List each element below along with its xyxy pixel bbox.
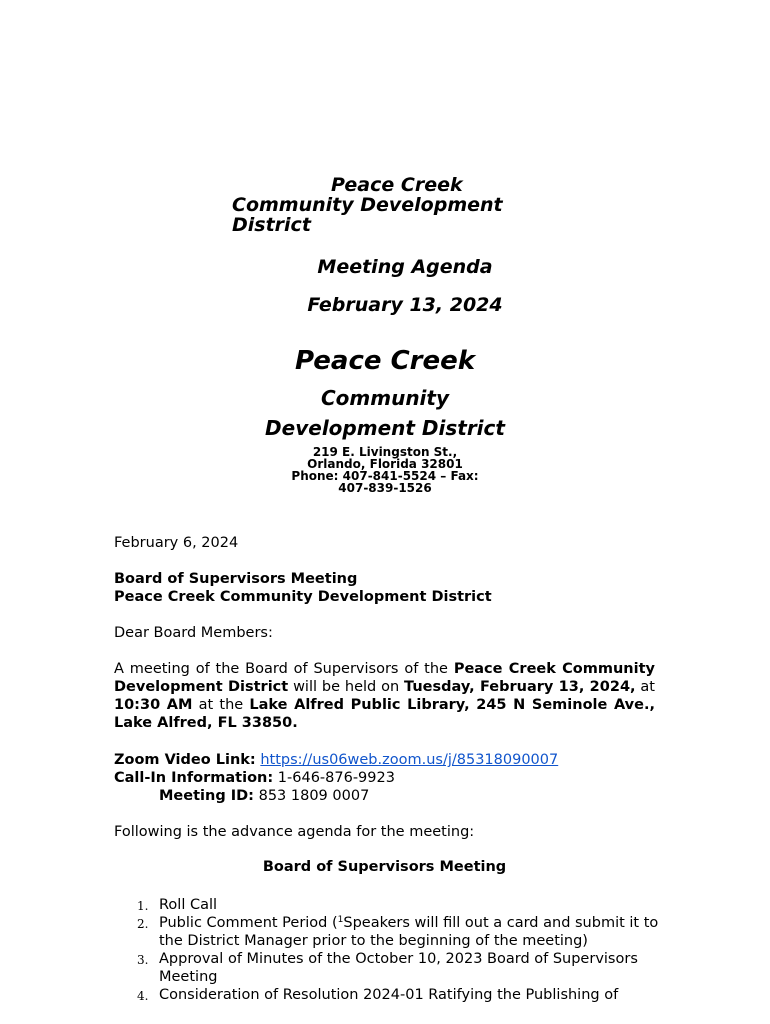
p1-time: 10:30 AM [114,697,193,713]
address-line3: Phone: 407-841-5524 – Fax: [291,469,479,483]
agenda-item-text: Speakers will fill out a card and submit it to the District Manager prior to the beginning of the meeting) [159,915,659,949]
p1-location: Lake Alfred Public Library, 245 N Seminole Ave., Lake Alfred, FL 33850. [114,697,655,731]
agenda-intro: Following is the advance agenda for the meeting: [114,824,475,840]
agenda-item-text: Approval of Minutes of the October 10, 2023 Board of Supervisors Meeting [159,951,638,985]
agenda-item-pretext: Public Comment Period ( [159,915,338,931]
call-info [114,751,655,805]
meeting-id-line [114,787,655,805]
salutation: Dear Board Members: [114,625,273,641]
cover-title-line3: District [232,214,311,236]
zoom-line [114,751,655,769]
agenda-item-text: Roll Call [159,897,218,913]
agenda-item-number: 1. [137,899,149,913]
agenda-item-number: 3. [137,953,149,967]
letterhead-name-line2: Community [320,386,450,410]
callin-label: Call-In Information: [114,770,274,786]
zoom-label: Zoom Video Link: [114,752,256,768]
cover-title [232,175,532,235]
cover-title-line2: Community Development [232,194,503,216]
callin-value: 1-646-876-9923 [277,770,395,786]
p1-text-4: at the [192,697,250,713]
callin-line [114,769,655,787]
address-line2: Orlando, Florida 32801 [307,457,463,471]
agenda-item-number: 2. [137,917,149,931]
p1-text-3: at [635,679,655,695]
address-line1: 219 E. Livingston St., [312,445,458,459]
agenda-item [114,986,664,1004]
meeting-paragraph [114,660,655,732]
p1-date: Tuesday, February 13, 2024, [404,679,636,695]
meeting-id-value: 853 1809 0007 [258,788,370,804]
p1-district: Peace Creek Community Development District [114,661,655,695]
cover-subtitle: Meeting Agenda [317,256,493,278]
agenda-item-text: Consideration of Resolution 2024-01 Ratifying the Publishing of [159,987,619,1003]
letterhead-address [0,446,770,494]
meeting-id-label: Meeting ID: [159,788,254,804]
agenda-item [114,950,664,986]
agenda-item-number: 4. [137,989,149,1003]
agenda-heading: Board of Supervisors Meeting [262,859,507,875]
letterhead-name-line3: Development District [265,416,505,440]
address-line4: 407-839-1526 [338,481,432,495]
cover-title-line1: Peace Creek [331,174,463,196]
letter-date: February 6, 2024 [114,535,239,551]
agenda-list [114,896,664,1004]
agenda-item [114,896,664,914]
footnote-marker: 1 [337,915,344,925]
letter-heading-line2: Peace Creek Community Development District [114,589,492,605]
agenda-item [114,914,664,950]
letter-heading-line1: Board of Supervisors Meeting [114,571,358,587]
letterhead-name-line1: Peace Creek [294,346,476,376]
zoom-link[interactable]: https://us06web.zoom.us/j/85318090007 [260,752,559,768]
p1-text-2: will be held on [288,679,405,695]
p1-text-1: A meeting of the Board of Supervisors of the [114,661,454,677]
letter-heading [114,570,655,606]
cover-date: February 13, 2024 [307,294,503,316]
